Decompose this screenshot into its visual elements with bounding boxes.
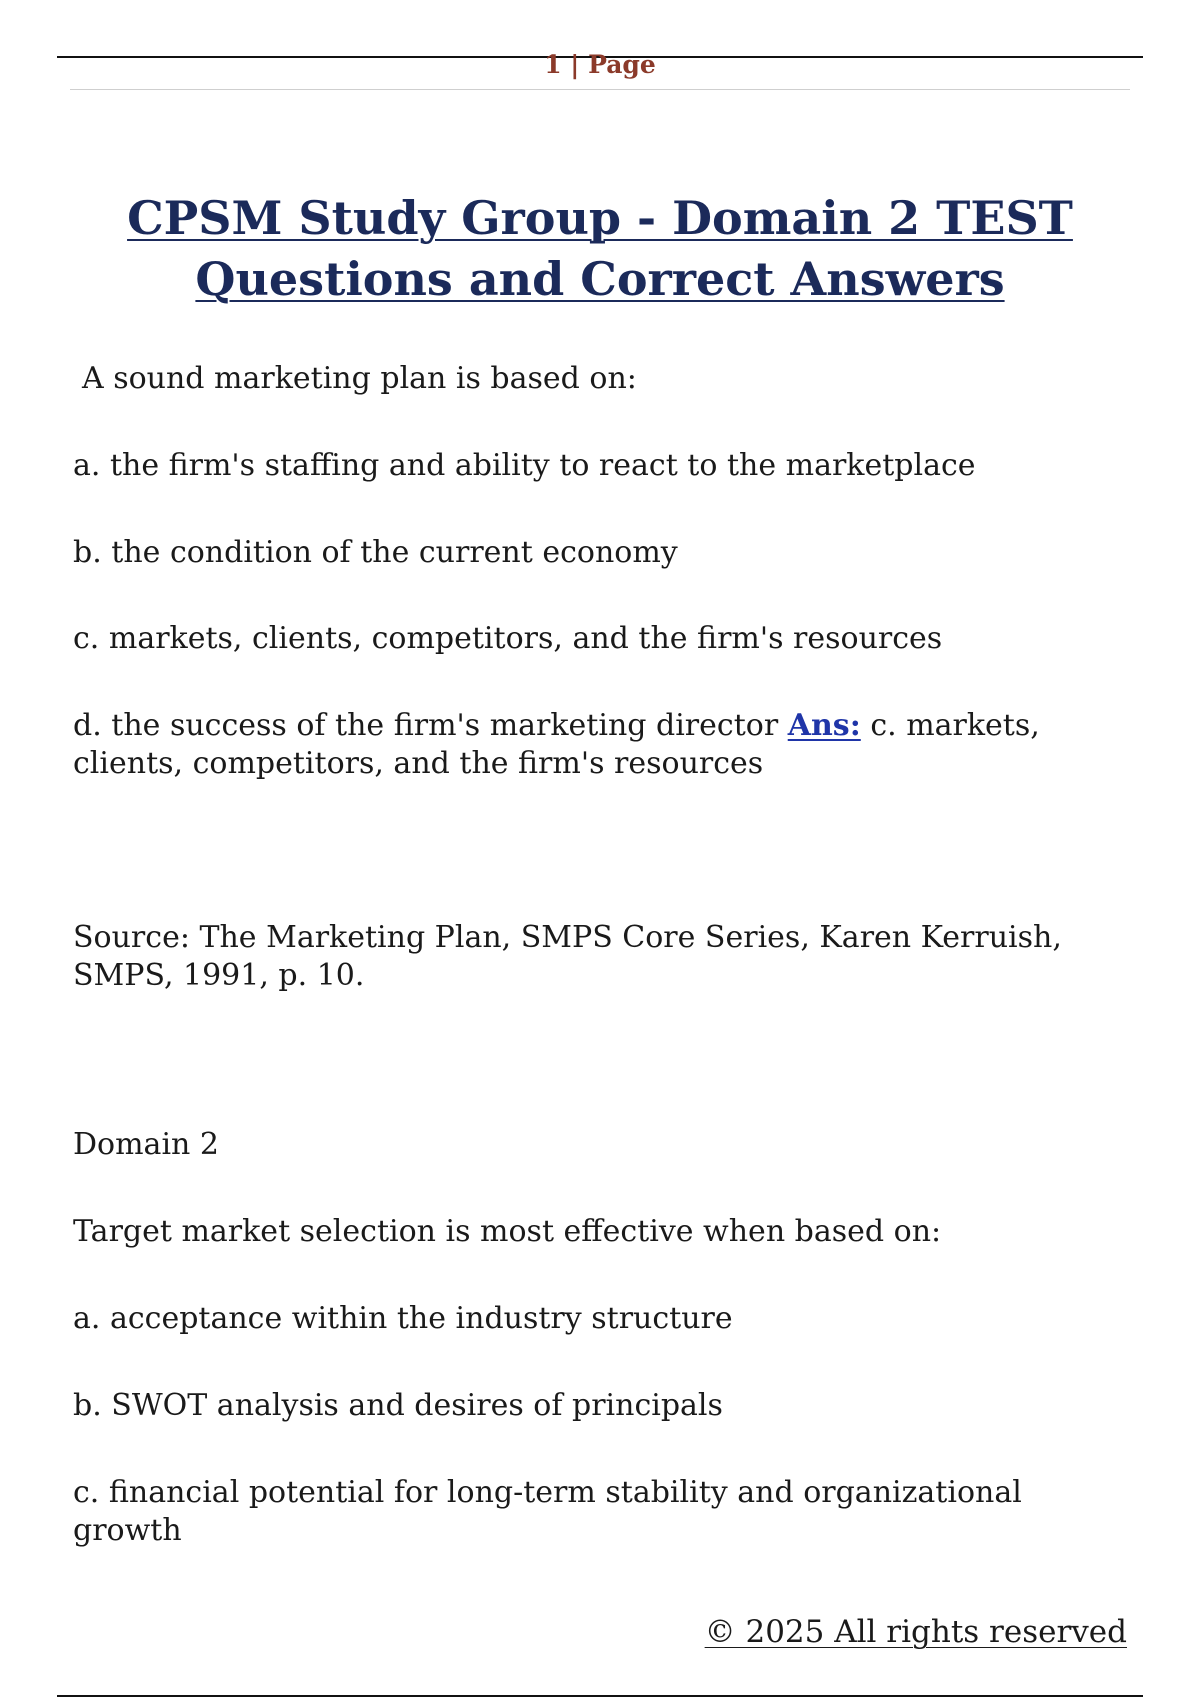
question1-answer: c. markets, clients, competitors, and the firm's resources bbox=[73, 708, 1040, 781]
question2-option-a: a. acceptance within the industry structure bbox=[73, 1301, 733, 1336]
question1-option-d: d. the success of the firm's marketing director bbox=[73, 708, 779, 743]
answer-link[interactable]: Ans: bbox=[787, 708, 861, 743]
question1-prompt: A sound marketing plan is based on: bbox=[82, 361, 637, 396]
question1-option-b: b. the condition of the current economy bbox=[73, 535, 678, 570]
question1-option-d-with-answer bbox=[73, 707, 1083, 783]
document-title-line1: CPSM Study Group - Domain 2 TEST bbox=[127, 191, 1073, 245]
question1-option-c: c. markets, clients, competitors, and the firm's resources bbox=[73, 621, 943, 656]
document-title-line2: Questions and Correct Answers bbox=[195, 252, 1005, 306]
question1-option-a: a. the firm's staffing and ability to react to the marketplace bbox=[73, 448, 976, 483]
header-bottom-rule bbox=[70, 89, 1130, 90]
page-number-header: 1 | Page bbox=[544, 50, 656, 79]
question2-option-c: c. financial potential for long-term stability and organizational growth bbox=[73, 1475, 1022, 1548]
copyright-footer: © 2025 All rights reserved bbox=[704, 1614, 1127, 1650]
footer-bottom-rule bbox=[57, 1695, 1143, 1697]
question2-option-b: b. SWOT analysis and desires of principals bbox=[73, 1388, 723, 1423]
domain-label: Domain 2 bbox=[73, 1127, 219, 1162]
document-title bbox=[60, 188, 1140, 310]
question2-prompt: Target market selection is most effective when based on: bbox=[73, 1214, 942, 1249]
question1-source: Source: The Marketing Plan, SMPS Core Series, Karen Kerruish, SMPS, 1991, p. 10. bbox=[73, 920, 1062, 993]
